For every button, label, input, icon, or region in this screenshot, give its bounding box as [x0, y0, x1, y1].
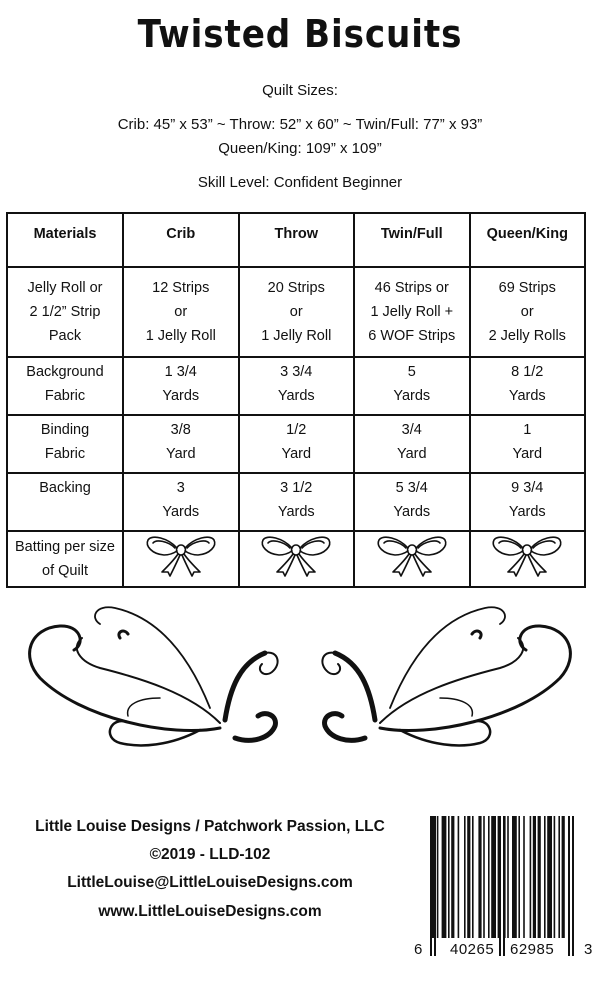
barcode-digits-left: 40265 — [450, 941, 495, 958]
footer-copyright: ©2019 - LLD-102 — [149, 846, 271, 863]
label-line: Jelly Roll or — [27, 280, 103, 296]
cell-crib — [123, 267, 239, 357]
cell-twin-full — [354, 267, 470, 357]
cell-twin-full — [354, 357, 470, 415]
row-label — [7, 531, 123, 587]
row-label — [7, 357, 123, 415]
cell-throw — [239, 267, 355, 357]
cell-crib — [123, 473, 239, 531]
cell-line: 1 — [523, 422, 532, 438]
cell-throw — [239, 473, 355, 531]
flourish-swirl-icon — [20, 598, 580, 748]
label-line: Fabric — [44, 388, 86, 404]
cell-throw — [239, 415, 355, 473]
quilt-sizes-line-2: Queen/King: 109” x 109” — [218, 140, 382, 157]
cell-line: Yard — [396, 446, 427, 462]
cell-line: Yards — [508, 504, 546, 520]
cell-line: Yards — [508, 388, 546, 404]
cell-line: Yard — [512, 446, 543, 462]
cell-queen-king — [470, 415, 586, 473]
barcode-digits-right: 62985 — [510, 941, 555, 958]
row-label — [7, 473, 123, 531]
cell-line: 1 Jelly Roll — [145, 328, 216, 344]
cell-crib — [123, 415, 239, 473]
cell-line: Yard — [165, 446, 196, 462]
header-crib: Crib — [123, 213, 239, 267]
barcode-digit-system: 6 — [414, 941, 423, 958]
quilt-sizes-heading: Quilt Sizes: — [262, 82, 338, 99]
label-line: of Quilt — [42, 563, 88, 579]
cell-line: 2 Jelly Rolls — [488, 328, 566, 344]
cell-line: 3 3/4 — [280, 364, 313, 380]
cell-line: or — [289, 304, 303, 320]
cell-line: Yard — [281, 446, 312, 462]
cell-line: 12 Strips — [152, 280, 210, 296]
barcode-digit-check: 3 — [584, 941, 593, 958]
cell-line: Yards — [393, 504, 431, 520]
cell-crib-batting — [123, 531, 239, 587]
cell-line: 8 1/2 — [511, 364, 544, 380]
label-line: Backing — [39, 480, 91, 496]
row-label — [7, 267, 123, 357]
pattern-title: Twisted Biscuits — [137, 12, 463, 56]
header-materials: Materials — [7, 213, 123, 267]
cell-crib — [123, 357, 239, 415]
cell-line: 9 3/4 — [511, 480, 544, 496]
cell-line: 5 — [407, 364, 416, 380]
cell-line: 5 3/4 — [395, 480, 428, 496]
cell-queen-king-batting — [470, 531, 586, 587]
label-line: Background — [26, 364, 104, 380]
cell-queen-king — [470, 357, 586, 415]
cell-line: 69 Strips — [498, 280, 556, 296]
bow-icon — [144, 532, 218, 578]
cell-queen-king — [470, 267, 586, 357]
cell-line: 3/8 — [170, 422, 191, 438]
header-queen-king: Queen/King — [470, 213, 586, 267]
barcode-icon — [410, 816, 593, 976]
cell-line: Yards — [393, 388, 431, 404]
cell-line: or — [520, 304, 534, 320]
cell-twin-full — [354, 473, 470, 531]
table-row-background-fabric — [7, 357, 585, 415]
table-header-row — [7, 213, 585, 267]
table-row-binding-fabric — [7, 415, 585, 473]
cell-line: 3/4 — [401, 422, 422, 438]
cell-line: 6 WOF Strips — [368, 328, 456, 344]
table-row-jelly-roll — [7, 267, 585, 357]
cell-twin-full — [354, 415, 470, 473]
cell-line: 1 Jelly Roll + — [370, 304, 454, 320]
cell-line: 3 1/2 — [280, 480, 313, 496]
cell-line: 1/2 — [286, 422, 307, 438]
cell-line: Yards — [162, 388, 200, 404]
quilt-sizes-line-1: Crib: 45” x 53” ~ Throw: 52” x 60” ~ Twin/Full: 77” x 93” — [117, 116, 483, 133]
cell-twin-full-batting — [354, 531, 470, 587]
table-row-backing — [7, 473, 585, 531]
cell-line: Yards — [277, 504, 315, 520]
cell-line: 3 — [176, 480, 185, 496]
bow-icon — [259, 532, 333, 578]
skill-level: Skill Level: Confident Beginner — [197, 174, 403, 191]
footer-company: Little Louise Designs / Patchwork Passion, LLC — [35, 818, 385, 835]
label-line: Batting per size — [15, 539, 115, 555]
materials-table — [6, 212, 586, 588]
header-throw: Throw — [239, 213, 355, 267]
cell-queen-king — [470, 473, 586, 531]
cell-throw — [239, 357, 355, 415]
row-label — [7, 415, 123, 473]
cell-line: 46 Strips or — [374, 280, 449, 296]
cell-line: 20 Strips — [267, 280, 325, 296]
cell-line: 1 3/4 — [164, 364, 197, 380]
bow-icon — [490, 532, 564, 578]
cell-line: Yards — [162, 504, 200, 520]
cell-line: or — [174, 304, 188, 320]
label-line: Fabric — [44, 446, 86, 462]
table-row-batting — [7, 531, 585, 587]
cell-throw-batting — [239, 531, 355, 587]
label-line: 2 1/2” Strip — [29, 304, 101, 320]
header-twin-full: Twin/Full — [354, 213, 470, 267]
footer-email[interactable]: LittleLouise@LittleLouiseDesigns.com — [67, 874, 353, 891]
footer-website[interactable]: www.LittleLouiseDesigns.com — [98, 903, 322, 920]
bow-icon — [375, 532, 449, 578]
cell-line: Yards — [277, 388, 315, 404]
label-line: Pack — [48, 328, 82, 344]
cell-line: 1 Jelly Roll — [261, 328, 332, 344]
label-line: Binding — [40, 422, 90, 438]
